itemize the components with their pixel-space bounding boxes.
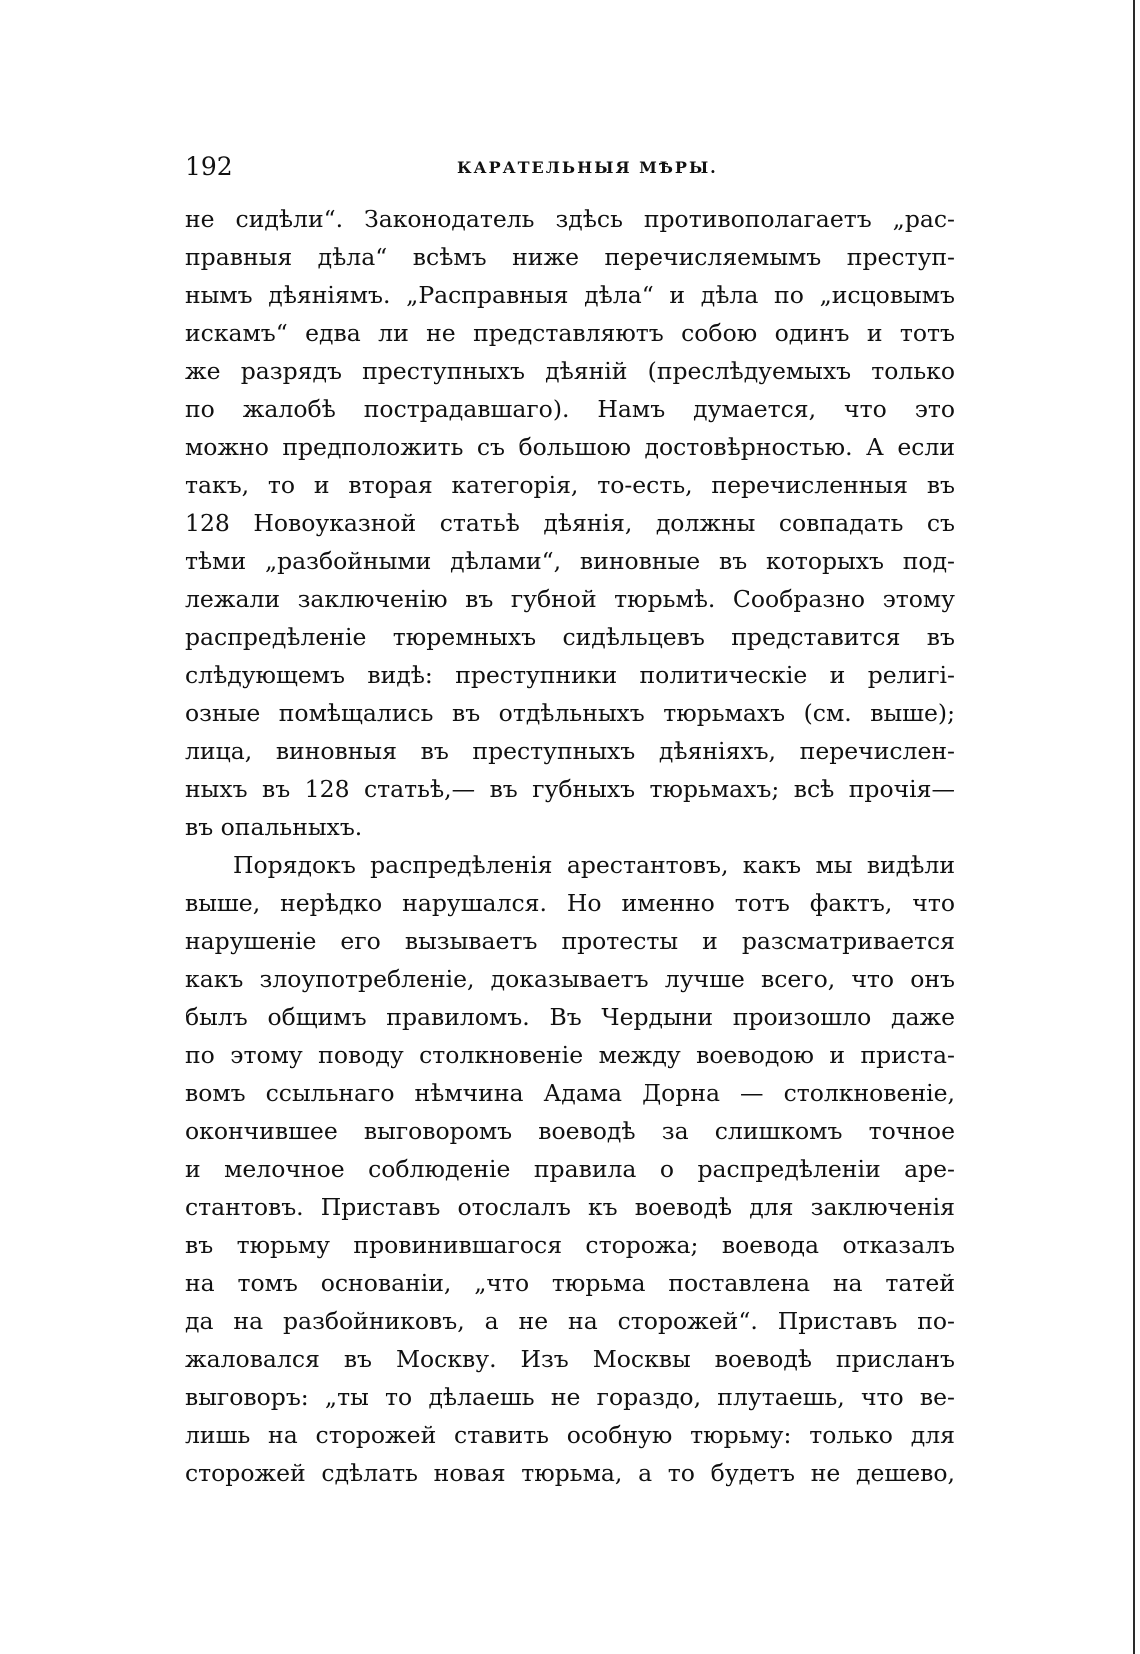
text-line: лежали заключенію въ губной тюрьмѣ. Сообразно этому — [185, 585, 955, 613]
text-line: не сидѣли“. Законодатель здѣсь противополагаетъ „рас- — [185, 205, 955, 233]
text-line: окончившее выговоромъ воеводѣ за слишкомъ точное — [185, 1117, 955, 1145]
text-line: правныя дѣла“ всѣмъ ниже перечисляемымъ преступ- — [185, 243, 955, 271]
text-line: искамъ“ едва ли не представляютъ собою одинъ и тотъ — [185, 319, 955, 347]
text-line: по этому поводу столкновеніе между воеводою и приста- — [185, 1041, 955, 1069]
text-line: жаловался въ Москву. Изъ Москвы воеводѣ присланъ — [185, 1345, 955, 1373]
text-line: на томъ основаніи, „что тюрьма поставлена на татей — [185, 1269, 955, 1297]
text-line: же разрядъ преступныхъ дѣяній (преслѣдуемыхъ только — [185, 357, 955, 385]
text-line: выше, нерѣдко нарушался. Но именно тотъ фактъ, что — [185, 889, 955, 917]
text-line: въ тюрьму провинившагося сторожа; воевода отказалъ — [185, 1231, 955, 1259]
text-line: нымъ дѣяніямъ. „Расправныя дѣла“ и дѣла по „исцовымъ — [185, 281, 955, 309]
text-line: вомъ ссыльнаго нѣмчина Адама Дорна — столкновеніе, — [185, 1079, 955, 1107]
text-line: ныхъ въ 128 статьѣ,— въ губныхъ тюрьмахъ; всѣ прочія— — [185, 775, 955, 803]
page-number: 192 — [185, 152, 233, 181]
text-line: былъ общимъ правиломъ. Въ Чердыни произошло даже — [185, 1003, 955, 1031]
text-line: какъ злоупотребленіе, доказываетъ лучше всего, что онъ — [185, 965, 955, 993]
text-line: стантовъ. Приставъ отослалъ къ воеводѣ для заключенія — [185, 1193, 955, 1221]
text-line: сторожей сдѣлать новая тюрьма, а то будетъ не дешево, — [185, 1459, 955, 1487]
text-line: такъ, то и вторая категорія, то-есть, перечисленныя въ — [185, 471, 955, 499]
running-title: КАРАТЕЛЬНЫЯ МѢРЫ. — [457, 158, 718, 177]
page-header — [185, 150, 955, 190]
text-line: тѣми „разбойными дѣлами“, виновные въ которыхъ под- — [185, 547, 955, 575]
text-line: распредѣленіе тюремныхъ сидѣльцевъ представится въ — [185, 623, 955, 651]
page-edge-line — [1133, 0, 1135, 1654]
text-line: нарушеніе его вызываетъ протесты и разсматривается — [185, 927, 955, 955]
text-line: да на разбойниковъ, а не на сторожей“. Приставъ по- — [185, 1307, 955, 1335]
text-line: лишь на сторожей ставить особную тюрьму: только для — [185, 1421, 955, 1449]
body-text — [185, 200, 955, 1492]
text-line: слѣдующемъ видѣ: преступники политическіе и религі- — [185, 661, 955, 689]
text-line: и мелочное соблюденіе правила о распредѣленіи аре- — [185, 1155, 955, 1183]
text-line: выговоръ: „ты то дѣлаешь не гораздо, плутаешь, что ве- — [185, 1383, 955, 1411]
text-line: по жалобѣ пострадавшаго). Намъ думается, что это — [185, 395, 955, 423]
text-line: лица, виновныя въ преступныхъ дѣяніяхъ, перечислен- — [185, 737, 955, 765]
text-line: озные помѣщались въ отдѣльныхъ тюрьмахъ (см. выше); — [185, 699, 955, 727]
paragraph-start-line: Порядокъ распредѣленія арестантовъ, какъ мы видѣли — [233, 851, 955, 879]
text-line: можно предположить съ большою достовѣрностью. А если — [185, 433, 955, 461]
text-line: 128 Новоуказной статьѣ дѣянія, должны совпадать съ — [185, 509, 955, 537]
paragraph-end-line: въ опальныхъ. — [185, 813, 363, 841]
